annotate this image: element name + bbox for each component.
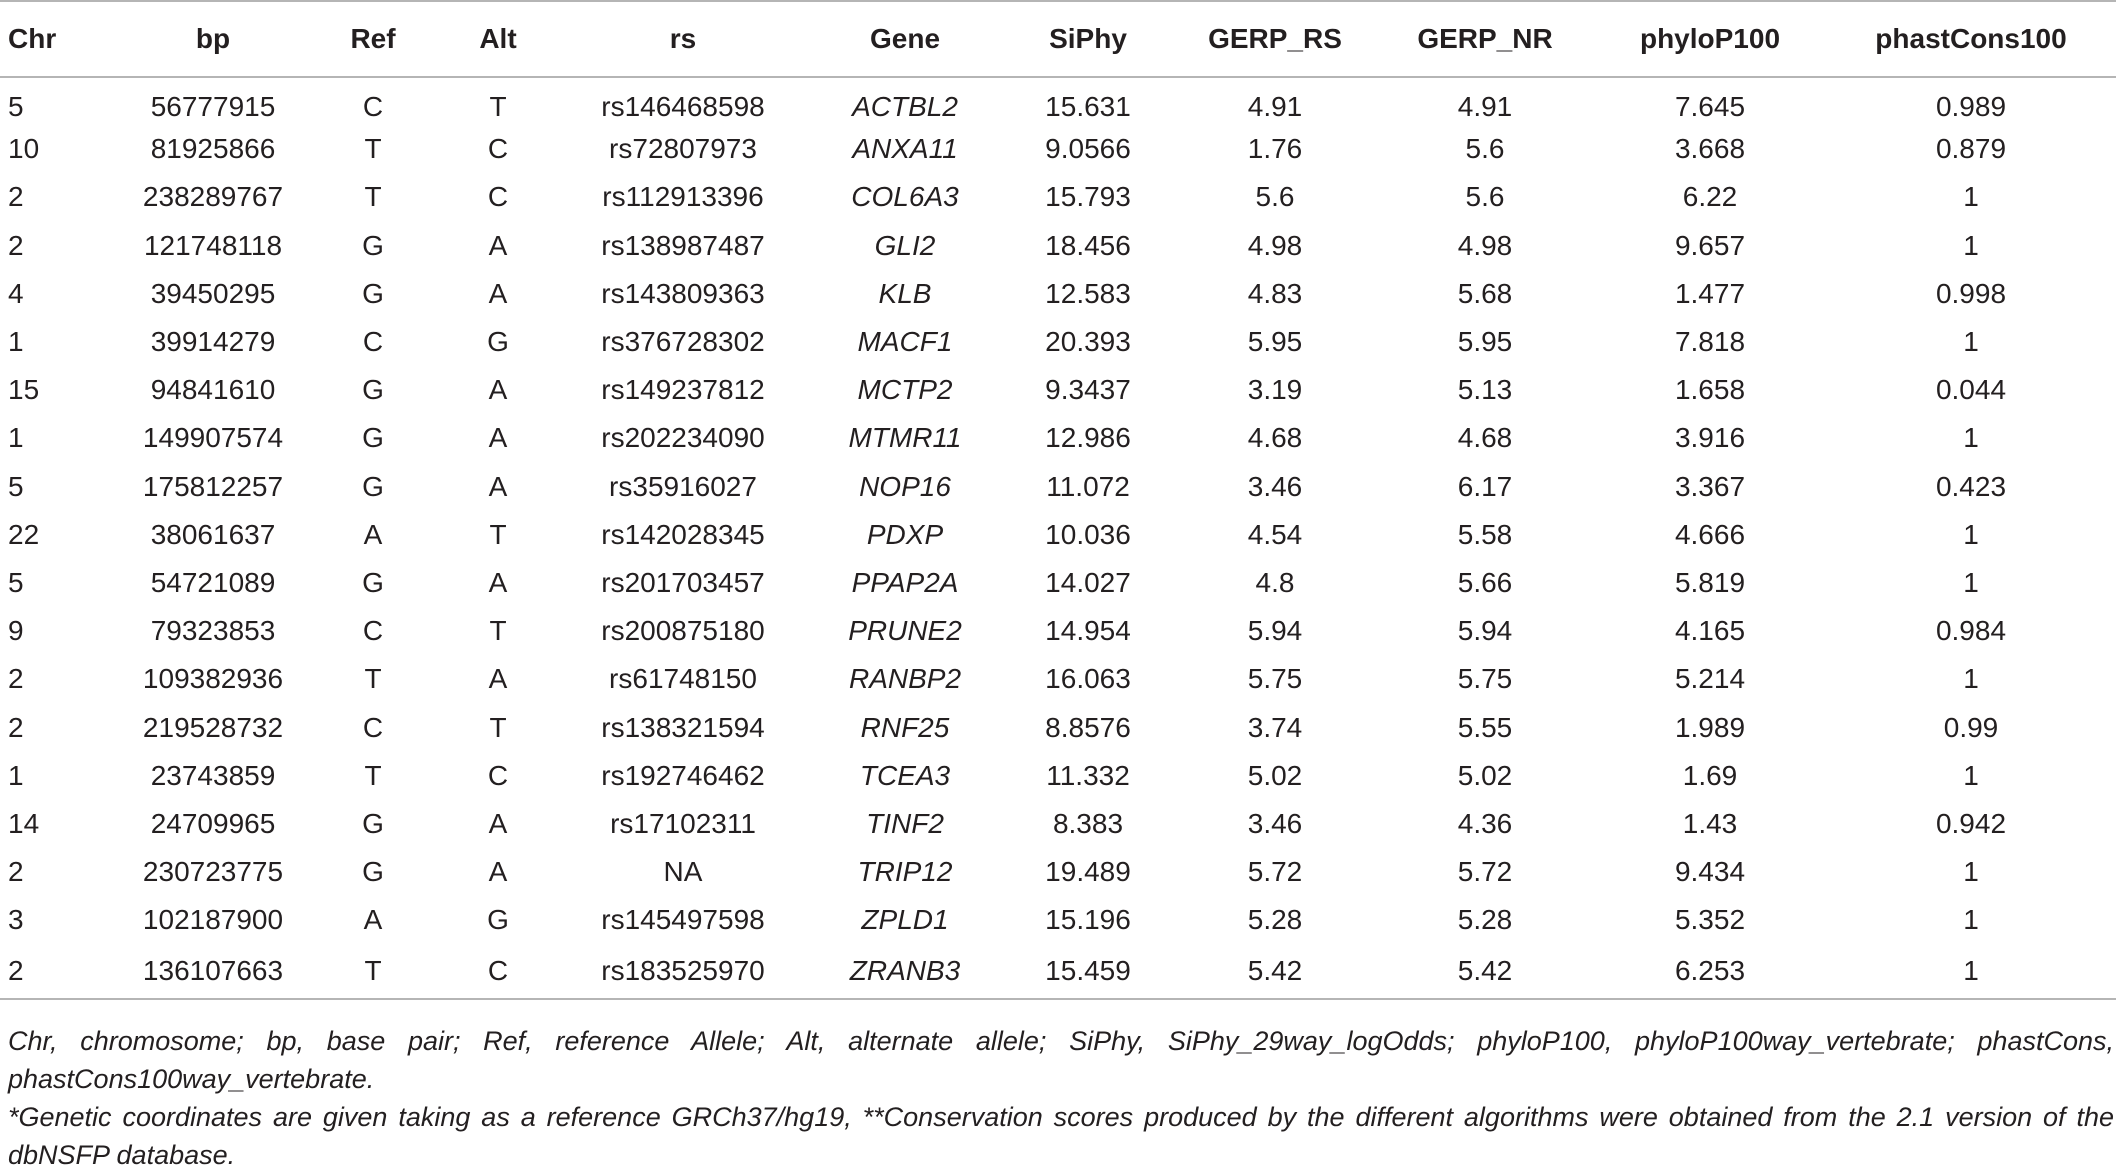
table-body [0, 77, 2116, 999]
cell-alt: T [489, 518, 507, 550]
cell-gene: TCEA3 [859, 759, 951, 791]
cell-rs: rs145497598 [601, 904, 765, 936]
cell-alt: A [488, 422, 508, 454]
cell-alt: T [489, 90, 507, 122]
cell-rs: rs149237812 [601, 374, 765, 406]
cell-rs: rs202234090 [601, 422, 765, 454]
table-row [0, 511, 2116, 559]
cell-phylop100: 3.367 [1674, 470, 1746, 502]
cell-siphy: 14.027 [1045, 566, 1131, 598]
cell-phastcons100: 1 [1963, 229, 1979, 261]
cell-alt: A [488, 856, 508, 888]
table-row [0, 173, 2116, 221]
cell-rs: rs201703457 [601, 566, 765, 598]
cell-siphy: 15.459 [1002, 944, 1174, 999]
cell-bp: 39914279 [150, 326, 276, 358]
cell-rs: rs146468598 [601, 90, 765, 122]
cell-ref: T [364, 181, 382, 213]
cell-bp: 149907574 [142, 422, 284, 454]
cell-chr: 9 [8, 615, 24, 647]
cell-bp: 39450295 [150, 277, 276, 309]
cell-phastcons100: 1 [1963, 181, 1979, 213]
cell-gene: GLI2 [874, 229, 936, 261]
cell-ref: C [362, 90, 384, 122]
cell-rs: rs143809363 [601, 277, 765, 309]
cell-ref: C [362, 326, 384, 358]
cell-gene: TRIP12 [857, 856, 953, 888]
cell-gerp-nr: 5.02 [1457, 759, 1513, 791]
cell-ref: C [362, 711, 384, 743]
cell-gerp-nr: 5.58 [1457, 518, 1513, 550]
cell-phastcons100: 0.423 [1935, 470, 2007, 502]
cell-ref: G [362, 374, 384, 406]
cell-rs: rs138321594 [601, 711, 765, 743]
cell-ref: T [364, 133, 382, 165]
cell-phastcons100: 1 [1963, 856, 1979, 888]
column-header-alt: Alt [438, 1, 558, 77]
cell-alt: T [489, 711, 507, 743]
cell-ref: T [364, 663, 382, 695]
cell-rs: rs376728302 [601, 326, 765, 358]
cell-alt: A [488, 374, 508, 406]
cell-phylop100: 6.253 [1594, 944, 1826, 999]
cell-gene: COL6A3 [851, 181, 959, 213]
column-header-rs: rs [558, 1, 808, 77]
cell-phastcons100: 1 [1963, 663, 1979, 695]
cell-gerp-rs: 4.91 [1247, 90, 1303, 122]
cell-gene: ANXA11 [852, 133, 958, 165]
cell-phastcons100: 0.998 [1935, 277, 2007, 309]
cell-gerp-rs: 5.28 [1247, 904, 1303, 936]
cell-alt: A [488, 229, 508, 261]
table-row [0, 222, 2116, 270]
cell-ref: G [362, 856, 384, 888]
cell-alt: A [488, 566, 508, 598]
cell-gerp-nr: 5.28 [1457, 904, 1513, 936]
cell-gene: MCTP2 [857, 374, 953, 406]
cell-bp: 238289767 [142, 181, 284, 213]
cell-rs: rs35916027 [609, 470, 757, 502]
table-row [0, 463, 2116, 511]
cell-siphy: 10.036 [1045, 518, 1131, 550]
cell-phastcons100: 0.989 [1935, 90, 2007, 122]
cell-gene: ZPLD1 [861, 904, 949, 936]
cell-bp: 38061637 [150, 518, 276, 550]
table-row [0, 366, 2116, 414]
cell-bp: 23743859 [150, 759, 276, 791]
cell-siphy: 15.631 [1045, 90, 1131, 122]
column-header-ref: Ref [308, 1, 438, 77]
cell-phastcons100: 0.044 [1935, 374, 2007, 406]
cell-phylop100: 1.658 [1674, 374, 1746, 406]
cell-alt: A [488, 807, 508, 839]
cell-bp: 79323853 [150, 615, 276, 647]
table-row [0, 655, 2116, 703]
cell-gerp-rs: 3.46 [1247, 470, 1303, 502]
cell-siphy: 9.0566 [1045, 133, 1131, 165]
cell-phastcons100: 1 [1963, 326, 1979, 358]
table-row [0, 270, 2116, 318]
cell-phylop100: 1.989 [1674, 711, 1746, 743]
cell-bp: 54721089 [150, 566, 276, 598]
cell-chr: 2 [8, 229, 24, 261]
cell-siphy: 11.332 [1046, 759, 1130, 791]
cell-chr: 2 [8, 711, 24, 743]
cell-phastcons100: 0.942 [1935, 807, 2007, 839]
cell-gerp-rs: 5.6 [1255, 181, 1295, 213]
cell-siphy: 15.196 [1045, 904, 1131, 936]
cell-gene: RANBP2 [848, 663, 962, 695]
cell-phylop100: 7.645 [1674, 90, 1746, 122]
cell-gene: MTMR11 [848, 422, 962, 454]
cell-gerp-rs: 4.8 [1255, 566, 1295, 598]
column-header-gerp-rs: GERP_RS [1174, 1, 1376, 77]
cell-gerp-nr: 5.75 [1457, 663, 1513, 695]
cell-phastcons100: 0.99 [1943, 711, 1999, 743]
cell-gene: RNF25 [860, 711, 950, 743]
cell-rs: rs200875180 [601, 615, 765, 647]
cell-gene: TINF2 [866, 807, 944, 839]
cell-siphy: 15.793 [1045, 181, 1131, 213]
cell-phylop100: 5.819 [1674, 566, 1746, 598]
table-row [0, 125, 2116, 173]
cell-chr: 3 [8, 904, 24, 936]
cell-chr: 2 [8, 663, 24, 695]
table-row [0, 944, 2116, 999]
cell-alt: C [438, 944, 558, 999]
cell-chr: 1 [8, 422, 24, 454]
cell-bp: 136107663 [118, 944, 308, 999]
cell-chr: 5 [8, 90, 24, 122]
footnote-abbreviations: Chr, chromosome; bp, base pair; Ref, reference Allele; Alt, alternate allele; SiPhy, SiPhy_29way_logOdds; phyloP100, phyloP100way_vertebrate; phastCons, phastCons100way_vertebrate. [8, 1026, 2114, 1094]
cell-gerp-rs: 4.54 [1247, 518, 1303, 550]
cell-gene: ZRANB3 [808, 944, 1002, 999]
cell-alt: T [489, 615, 507, 647]
cell-phylop100: 9.657 [1674, 229, 1746, 261]
column-header-siphy: SiPhy [1002, 1, 1174, 77]
cell-ref: C [362, 615, 384, 647]
cell-gerp-nr: 4.68 [1457, 422, 1513, 454]
cell-phastcons100: 1 [1826, 944, 2116, 999]
cell-phylop100: 1.477 [1674, 277, 1746, 309]
cell-gerp-rs: 5.02 [1247, 759, 1303, 791]
cell-rs: rs142028345 [601, 518, 765, 550]
cell-ref: T [308, 944, 438, 999]
cell-gerp-nr: 4.98 [1457, 229, 1513, 261]
cell-rs: rs183525970 [558, 944, 808, 999]
cell-gerp-nr: 5.55 [1457, 711, 1513, 743]
cell-alt: C [487, 181, 509, 213]
cell-bp: 109382936 [142, 663, 284, 695]
cell-gerp-rs: 4.68 [1247, 422, 1303, 454]
cell-bp: 102187900 [142, 904, 284, 936]
cell-phastcons100: 1 [1963, 566, 1979, 598]
cell-chr: 10 [8, 133, 40, 165]
table-footnotes [8, 1022, 2114, 1174]
cell-bp: 230723775 [142, 856, 284, 888]
cell-gene: KLB [878, 277, 932, 309]
table-header-row [0, 1, 2116, 77]
cell-gerp-nr: 5.66 [1457, 566, 1513, 598]
cell-ref: G [362, 807, 384, 839]
cell-phylop100: 5.214 [1674, 663, 1746, 695]
cell-gerp-rs: 3.19 [1247, 374, 1303, 406]
cell-ref: G [362, 422, 384, 454]
cell-gerp-rs: 3.46 [1247, 807, 1303, 839]
cell-chr: 2 [0, 944, 118, 999]
cell-gerp-rs: 4.83 [1247, 277, 1303, 309]
cell-siphy: 9.3437 [1045, 374, 1131, 406]
cell-chr: 14 [8, 807, 40, 839]
table-row [0, 800, 2116, 848]
cell-siphy: 20.393 [1045, 326, 1131, 358]
cell-phylop100: 1.43 [1682, 807, 1738, 839]
table-row [0, 896, 2116, 944]
cell-chr: 1 [8, 759, 24, 791]
cell-gerp-rs: 5.95 [1247, 326, 1303, 358]
cell-phylop100: 4.666 [1674, 518, 1746, 550]
cell-rs: rs72807973 [609, 133, 757, 165]
cell-siphy: 18.456 [1045, 229, 1131, 261]
cell-ref: A [363, 518, 383, 550]
cell-phylop100: 1.69 [1682, 759, 1738, 791]
cell-siphy: 8.383 [1052, 807, 1124, 839]
cell-siphy: 19.489 [1045, 856, 1131, 888]
cell-phastcons100: 1 [1963, 518, 1979, 550]
cell-gerp-rs: 3.74 [1247, 711, 1303, 743]
cell-ref: A [363, 904, 383, 936]
cell-gerp-rs: 4.98 [1247, 229, 1303, 261]
cell-gerp-nr: 5.6 [1465, 181, 1505, 213]
cell-bp: 175812257 [142, 470, 284, 502]
cell-siphy: 12.986 [1045, 422, 1131, 454]
cell-siphy: 16.063 [1045, 663, 1131, 695]
cell-alt: A [488, 663, 508, 695]
cell-phylop100: 5.352 [1674, 904, 1746, 936]
column-header-phylop100: phyloP100 [1594, 1, 1826, 77]
cell-gerp-nr: 5.13 [1457, 374, 1513, 406]
table-row [0, 848, 2116, 896]
cell-rs: rs61748150 [609, 663, 757, 695]
cell-phylop100: 3.916 [1674, 422, 1746, 454]
cell-chr: 22 [8, 518, 40, 550]
footnote-notes: *Genetic coordinates are given taking as a reference GRCh37/hg19, **Conservation scores produced by the different algorithms were obtained from the 2.1 version of the dbNSFP database. [8, 1102, 2114, 1170]
cell-siphy: 12.583 [1045, 277, 1131, 309]
cell-gene: PPAP2A [851, 566, 959, 598]
cell-phastcons100: 1 [1963, 422, 1979, 454]
cell-gerp-nr: 6.17 [1457, 470, 1513, 502]
cell-gene: NOP16 [859, 470, 951, 502]
cell-phylop100: 9.434 [1674, 856, 1746, 888]
cell-gerp-nr: 5.68 [1457, 277, 1513, 309]
table-row [0, 703, 2116, 751]
cell-gerp-nr: 5.42 [1376, 944, 1594, 999]
cell-chr: 2 [8, 181, 24, 213]
cell-gerp-nr: 5.94 [1457, 615, 1513, 647]
cell-gene: ACTBL2 [852, 90, 958, 122]
column-header-gene: Gene [808, 1, 1002, 77]
cell-siphy: 11.072 [1046, 470, 1130, 502]
cell-ref: G [362, 566, 384, 598]
cell-chr: 5 [8, 566, 24, 598]
cell-phylop100: 6.22 [1682, 181, 1738, 213]
cell-rs: rs192746462 [601, 759, 765, 791]
cell-gerp-nr: 4.91 [1457, 90, 1513, 122]
table-row [0, 607, 2116, 655]
cell-bp: 94841610 [150, 374, 276, 406]
column-header-chr: Chr [0, 1, 118, 77]
cell-gerp-rs: 5.75 [1247, 663, 1303, 695]
cell-ref: G [362, 229, 384, 261]
cell-alt: G [487, 326, 509, 358]
cell-gerp-rs: 5.42 [1174, 944, 1376, 999]
table-row [0, 77, 2116, 125]
column-header-gerp-nr: GERP_NR [1376, 1, 1594, 77]
cell-siphy: 14.954 [1045, 615, 1131, 647]
cell-phylop100: 4.165 [1674, 615, 1746, 647]
cell-rs: NA [663, 856, 703, 888]
cell-bp: 56777915 [150, 90, 276, 122]
cell-gerp-nr: 5.6 [1465, 133, 1505, 165]
cell-phastcons100: 0.984 [1935, 615, 2007, 647]
table-row [0, 318, 2116, 366]
cell-gerp-nr: 5.95 [1457, 326, 1513, 358]
cell-rs: rs138987487 [601, 229, 765, 261]
cell-gerp-nr: 5.72 [1457, 856, 1513, 888]
cell-alt: C [487, 133, 509, 165]
cell-chr: 2 [8, 856, 24, 888]
cell-siphy: 8.8576 [1045, 711, 1131, 743]
cell-gerp-rs: 5.72 [1247, 856, 1303, 888]
cell-alt: C [487, 759, 509, 791]
cell-gene: MACF1 [857, 326, 953, 358]
column-header-bp: bp [118, 1, 308, 77]
cell-phastcons100: 1 [1963, 759, 1979, 791]
table-row [0, 559, 2116, 607]
cell-alt: G [487, 904, 509, 936]
cell-bp: 219528732 [142, 711, 284, 743]
cell-bp: 121748118 [143, 229, 283, 261]
cell-alt: A [488, 470, 508, 502]
cell-ref: T [364, 759, 382, 791]
cell-phylop100: 7.818 [1674, 326, 1746, 358]
column-header-phastcons100: phastCons100 [1826, 1, 2116, 77]
cell-alt: A [488, 277, 508, 309]
cell-gene: PRUNE2 [848, 615, 962, 647]
cell-bp: 81925866 [150, 133, 276, 165]
cell-rs: rs112913396 [602, 181, 764, 213]
cell-phylop100: 3.668 [1674, 133, 1746, 165]
cell-ref: G [362, 470, 384, 502]
cell-rs: rs17102311 [610, 807, 756, 839]
cell-gerp-nr: 4.36 [1457, 807, 1513, 839]
cell-chr: 5 [8, 470, 24, 502]
cell-phastcons100: 0.879 [1935, 133, 2007, 165]
table-row [0, 414, 2116, 462]
cell-ref: G [362, 277, 384, 309]
cell-chr: 1 [8, 326, 24, 358]
cell-gerp-rs: 5.94 [1247, 615, 1303, 647]
table-row [0, 752, 2116, 800]
cell-chr: 4 [8, 277, 24, 309]
cell-gerp-rs: 1.76 [1247, 133, 1303, 165]
cell-gene: PDXP [866, 518, 944, 550]
cell-chr: 15 [8, 374, 40, 406]
cell-phastcons100: 1 [1963, 904, 1979, 936]
cell-bp: 24709965 [150, 807, 276, 839]
